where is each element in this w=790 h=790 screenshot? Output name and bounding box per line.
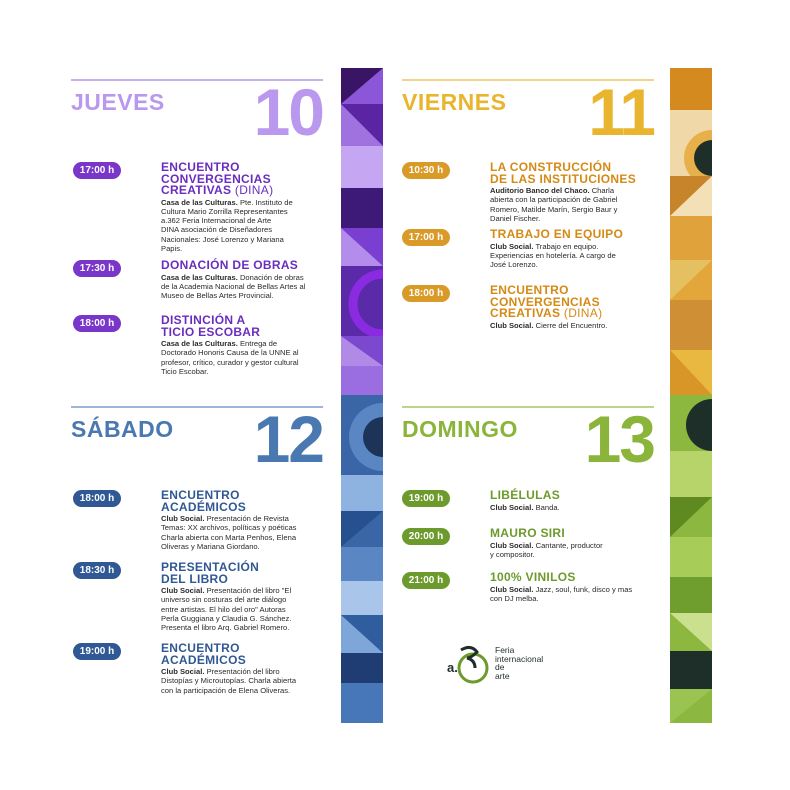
time-badge: 18:00 h	[73, 315, 121, 332]
logo-line: Feria	[495, 645, 515, 655]
event-item	[402, 162, 636, 223]
event-description: Club Social. Cierre del Encuentro.	[490, 320, 608, 330]
event-item	[73, 643, 296, 695]
day-name: SÁBADO	[71, 416, 174, 442]
event-item	[73, 162, 293, 253]
day-name: DOMINGO	[402, 416, 518, 442]
event-title: ENCUENTRO ACADÉMICOS	[161, 641, 247, 667]
event-description: Club Social. Banda.	[490, 502, 560, 512]
day-header-viernes	[402, 75, 654, 149]
event-item	[402, 229, 623, 269]
event-title: 100% VINILOS	[490, 570, 576, 584]
event-title: ENCUENTRO ACADÉMICOS	[161, 488, 247, 514]
event-description: Club Social. Presentación del libro "El universo sin costuras del arte diálogo entre artistas. El hilo del oro" Autoras Perla Guggiana y Claudia G. Sánchez. Presenta el libro Arq. Gabriel Romero.	[161, 586, 292, 633]
event-description: Casa de las Culturas. Donación de obras de la Academia Nacional de Bellas Artes al Museo de Bellas Artes Provincial.	[161, 272, 306, 301]
event-title: DISTINCIÓN A TICIO ESCOBAR	[161, 313, 261, 339]
day-name: JUEVES	[71, 89, 165, 115]
day-header-domingo	[402, 402, 654, 476]
time-badge: 17:00 h	[402, 229, 450, 246]
time-badge: 17:00 h	[73, 162, 121, 179]
day-number: 13	[584, 402, 654, 476]
time-badge: 18:30 h	[73, 562, 121, 579]
event-title: ENCUENTRO CONVERGENCIAS CREATIVAS (DINA)	[161, 160, 274, 197]
logo-line: arte	[495, 670, 510, 681]
event-title: LIBÉLULAS	[490, 488, 561, 502]
day-header-jueves	[71, 75, 323, 149]
blue-pattern-strip	[341, 395, 383, 723]
event-title: TRABAJO EN EQUIPO	[490, 227, 624, 241]
event-description: Club Social. Cantante, productor y compositor.	[490, 540, 603, 559]
time-badge: 19:00 h	[73, 643, 121, 660]
purple-pattern-strip	[341, 68, 383, 395]
logo-mark-text: a.	[447, 660, 458, 675]
event-description: Club Social. Presentación de Revista Temas: XX archivos, políticas y poéticas Charla abierta con Marta Penhos, Elena Oliveras y Mariana Giordano.	[161, 514, 297, 551]
orange-pattern-strip	[670, 68, 712, 395]
time-badge: 10:30 h	[402, 162, 450, 179]
event-description: Club Social. Jazz, soul, funk, disco y mas con DJ melba.	[490, 584, 633, 603]
time-badge: 17:30 h	[73, 260, 121, 277]
day-number: 11	[588, 75, 654, 149]
event-title: MAURO SIRI	[490, 526, 565, 540]
event-item	[73, 260, 305, 300]
event-title: ENCUENTRO CONVERGENCIAS CREATIVAS (DINA)	[490, 283, 603, 320]
event-item	[402, 572, 632, 603]
day-name: VIERNES	[402, 89, 507, 115]
event-title: DONACIÓN DE OBRAS	[161, 258, 299, 272]
green-pattern-strip	[670, 395, 712, 723]
event-description: Casa de las Culturas. Pte. Instituto de Cultura Mario Zorrilla Representantes a.362 Feria Internacional de Arte DINA asociación de Diseñadores Nacionales: José Lorenzo y Mariana Papis.	[161, 197, 293, 253]
day-number: 10	[253, 75, 323, 149]
event-title: LA CONSTRUCCIÓN DE LAS INSTITUCIONES	[490, 160, 637, 186]
event-item	[402, 490, 560, 512]
event-item	[73, 562, 291, 632]
time-badge: 19:00 h	[402, 490, 450, 507]
time-badge: 18:00 h	[402, 285, 450, 302]
event-description: Club Social. Presentación del libro Distopías y Microutopías. Charla abierta con la participación de Elena Oliveras.	[161, 667, 297, 695]
day-header-sabado	[71, 402, 323, 476]
logo-line: internacional	[495, 653, 544, 664]
feria-logo	[447, 640, 557, 686]
logo-line: de	[495, 662, 505, 672]
event-item	[73, 490, 296, 551]
time-badge: 18:00 h	[73, 490, 121, 507]
event-description: Auditorio Banco del Chaco. Charla abierta con la participación de Gabriel Romero, Matilde Marín, Sergio Baur y Daniel Fischer.	[490, 186, 618, 223]
event-item	[73, 315, 299, 376]
time-badge: 20:00 h	[402, 528, 450, 545]
day-number: 12	[253, 402, 323, 476]
event-item	[402, 285, 607, 330]
time-badge: 21:00 h	[402, 572, 450, 589]
event-description: Casa de las Culturas. Entrega de Doctorado Honoris Causa de la UNNE al profesor, crítico, curador y gestor cultural Ticio Escobar.	[161, 339, 299, 376]
event-title: PRESENTACIÓN DEL LIBRO	[161, 560, 260, 586]
event-description: Club Social. Trabajo en equipo. Experiencias en hotelería. A cargo de José Lorenzo.	[490, 241, 616, 270]
event-item	[402, 528, 603, 559]
